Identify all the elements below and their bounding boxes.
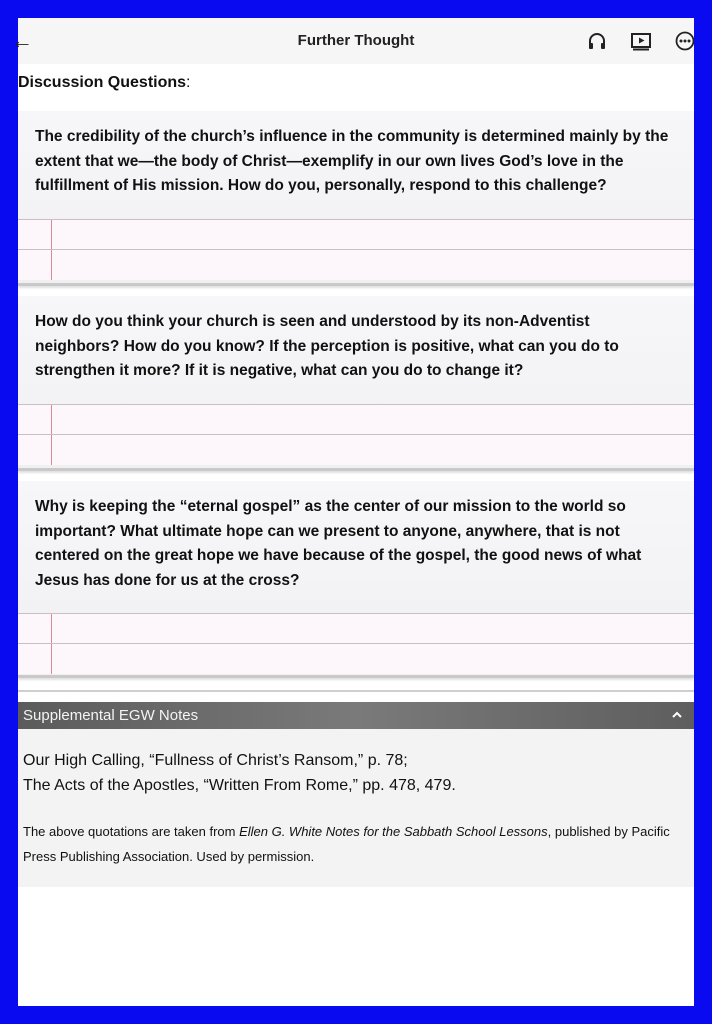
arrow-left-icon[interactable]: ← — [11, 28, 33, 53]
question-text: How do you think your church is seen and understood by its non-Adventist neighbors? How do you know? If the perception is positive, what can you do to strengthen it more? If it is negative, what can you do to change it? — [35, 313, 619, 379]
chevron-up-icon[interactable] — [670, 705, 684, 728]
answer-input-3b[interactable] — [54, 646, 694, 674]
answer-area-3[interactable] — [18, 613, 694, 674]
discussion-heading — [18, 74, 191, 92]
egw-reference-2: The Acts of the Apostles, “Written From Rome,” pp. 478, 479. — [23, 777, 456, 794]
play-video-icon[interactable] — [630, 30, 652, 52]
egw-notes-title: Supplemental EGW Notes — [23, 707, 199, 724]
question-text: The credibility of the church’s influence in the community is determined mainly by the extent that we—the body of Christ—exemplify in our own lives God’s love in the fulfillment of His mission. How do you, personally, respond to this challenge? — [35, 128, 669, 194]
answer-area-1[interactable] — [18, 219, 694, 280]
question-card-3 — [18, 481, 694, 678]
egw-reference-1: Our High Calling, “Fullness of Christ’s Ransom,” p. 78; — [23, 752, 408, 769]
margin-line — [51, 614, 52, 674]
app-screen — [11, 18, 694, 1006]
margin-line — [51, 220, 52, 280]
headphones-icon[interactable] — [586, 30, 608, 52]
answer-area-2[interactable] — [18, 404, 694, 465]
answer-input-1b[interactable] — [54, 252, 694, 280]
question-card-2 — [18, 296, 694, 471]
answer-input-1[interactable] — [54, 222, 694, 250]
note-book-title: Ellen G. White Notes for the Sabbath School Lessons — [239, 824, 548, 839]
page-title: Further Thought — [297, 32, 415, 49]
top-bar — [11, 18, 694, 64]
note-suffix: , published by Pacific Press Publishing Association. Used by permission. — [23, 824, 670, 864]
egw-notes-body — [18, 729, 694, 887]
answer-input-3[interactable] — [54, 616, 694, 644]
discussion-heading-text: Discussion Questions — [18, 74, 187, 91]
margin-line — [51, 405, 52, 465]
egw-permission-note — [23, 819, 689, 869]
egw-notes-header[interactable] — [18, 702, 694, 729]
discussion-heading-colon: : — [186, 74, 191, 91]
question-card-1 — [18, 111, 694, 286]
more-options-icon[interactable] — [674, 30, 696, 52]
section-divider — [18, 690, 694, 692]
note-prefix: The above quotations are taken from — [23, 824, 240, 839]
question-text: Why is keeping the “eternal gospel” as the center of our mission to the world so important? What ultimate hope can we present to anyone, anywhere, that is not centered on the great hope we have because of the gospel, the good news of what Jesus has done for us at the cross? — [35, 498, 642, 589]
answer-input-2[interactable] — [54, 407, 694, 435]
answer-input-2b[interactable] — [54, 437, 694, 465]
